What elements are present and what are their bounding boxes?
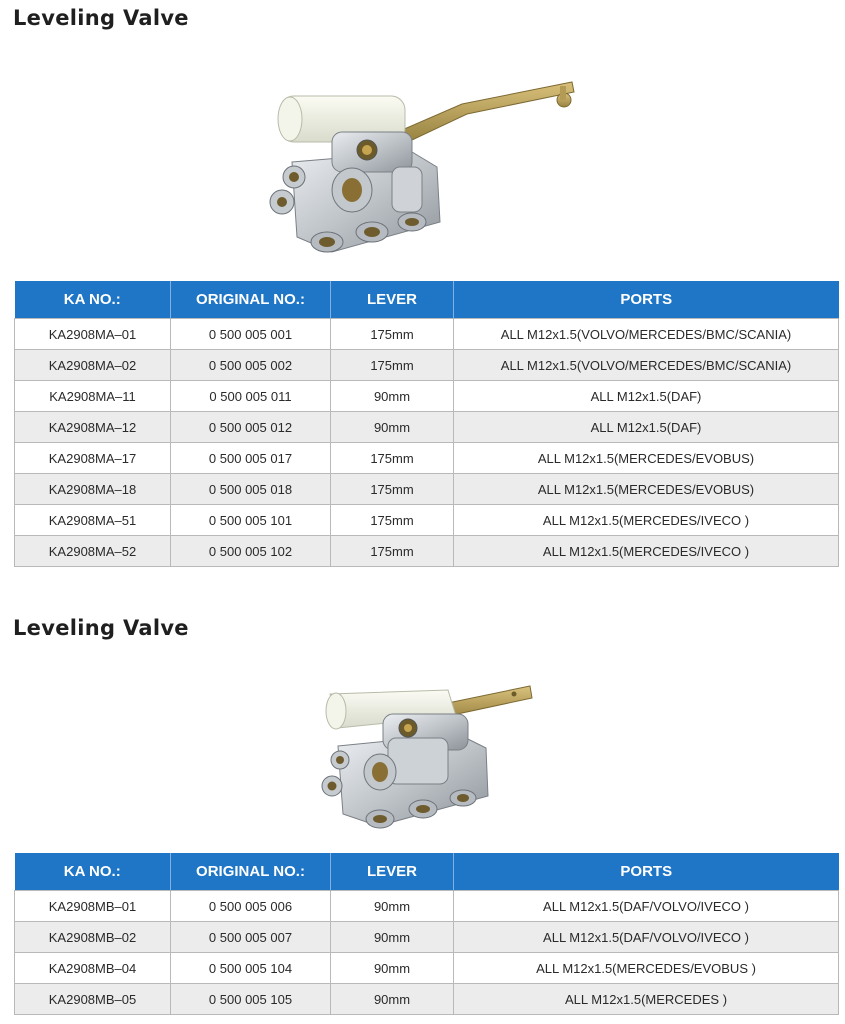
cell-ports: ALL M12x1.5(MERCEDES ) [454,984,839,1015]
cell-ka-no: KA2908MB–04 [15,953,171,984]
table-row [15,536,839,567]
cell-original-no: 0 500 005 011 [171,381,331,412]
cell-ka-no: KA2908MA–01 [15,319,171,350]
spec-table-mb [14,853,839,1015]
cell-original-no: 0 500 005 002 [171,350,331,381]
cell-original-no: 0 500 005 102 [171,536,331,567]
cell-lever: 90mm [331,381,454,412]
cell-original-no: 0 500 005 001 [171,319,331,350]
col-header-ports: PORTS [454,281,839,319]
table-row [15,474,839,505]
table-row [15,443,839,474]
cell-lever: 175mm [331,350,454,381]
table-header-row [15,281,839,319]
cell-ka-no: KA2908MA–52 [15,536,171,567]
table-row [15,505,839,536]
cell-lever: 90mm [331,953,454,984]
cell-ka-no: KA2908MB–02 [15,922,171,953]
cell-ka-no: KA2908MA–51 [15,505,171,536]
cell-ports: ALL M12x1.5(MERCEDES/IVECO ) [454,536,839,567]
section-title: Leveling Valve [13,6,189,30]
spec-table-ma [14,281,839,567]
col-header-lever: LEVER [331,853,454,891]
cell-ka-no: KA2908MA–18 [15,474,171,505]
col-header-original-no: ORIGINAL NO.: [171,281,331,319]
cell-ports: ALL M12x1.5(VOLVO/MERCEDES/BMC/SCANIA) [454,350,839,381]
cell-ka-no: KA2908MB–05 [15,984,171,1015]
col-header-ka-no: KA NO.: [15,281,171,319]
cell-ports: ALL M12x1.5(DAF) [454,381,839,412]
leveling-valve-image [262,72,582,262]
table-header-row [15,853,839,891]
cell-ports: ALL M12x1.5(DAF/VOLVO/IVECO ) [454,922,839,953]
cell-lever: 175mm [331,474,454,505]
section-title: Leveling Valve [13,616,189,640]
cell-original-no: 0 500 005 105 [171,984,331,1015]
cell-original-no: 0 500 005 017 [171,443,331,474]
col-header-original-no: ORIGINAL NO.: [171,853,331,891]
cell-ports: ALL M12x1.5(DAF/VOLVO/IVECO ) [454,891,839,922]
cell-lever: 90mm [331,984,454,1015]
cell-ka-no: KA2908MA–17 [15,443,171,474]
cell-original-no: 0 500 005 006 [171,891,331,922]
cell-lever: 90mm [331,412,454,443]
table-row [15,381,839,412]
table-row [15,953,839,984]
cell-ports: ALL M12x1.5(MERCEDES/EVOBUS) [454,474,839,505]
col-header-ports: PORTS [454,853,839,891]
cell-original-no: 0 500 005 101 [171,505,331,536]
cell-original-no: 0 500 005 012 [171,412,331,443]
table-row [15,984,839,1015]
cell-ka-no: KA2908MB–01 [15,891,171,922]
cell-lever: 175mm [331,319,454,350]
cell-lever: 175mm [331,443,454,474]
cell-ka-no: KA2908MA–02 [15,350,171,381]
cell-original-no: 0 500 005 018 [171,474,331,505]
cell-original-no: 0 500 005 007 [171,922,331,953]
cell-ports: ALL M12x1.5(MERCEDES/EVOBUS) [454,443,839,474]
col-header-ka-no: KA NO.: [15,853,171,891]
cell-lever: 90mm [331,891,454,922]
table-row [15,319,839,350]
cell-ka-no: KA2908MA–12 [15,412,171,443]
cell-ka-no: KA2908MA–11 [15,381,171,412]
table-row [15,922,839,953]
col-header-lever: LEVER [331,281,454,319]
cell-lever: 175mm [331,505,454,536]
cell-lever: 90mm [331,922,454,953]
table-row [15,412,839,443]
table-row [15,350,839,381]
cell-ports: ALL M12x1.5(MERCEDES/IVECO ) [454,505,839,536]
cell-ports: ALL M12x1.5(DAF) [454,412,839,443]
table-row [15,891,839,922]
cell-original-no: 0 500 005 104 [171,953,331,984]
cell-lever: 175mm [331,536,454,567]
cell-ports: ALL M12x1.5(MERCEDES/EVOBUS ) [454,953,839,984]
leveling-valve-image [318,676,543,836]
cell-ports: ALL M12x1.5(VOLVO/MERCEDES/BMC/SCANIA) [454,319,839,350]
